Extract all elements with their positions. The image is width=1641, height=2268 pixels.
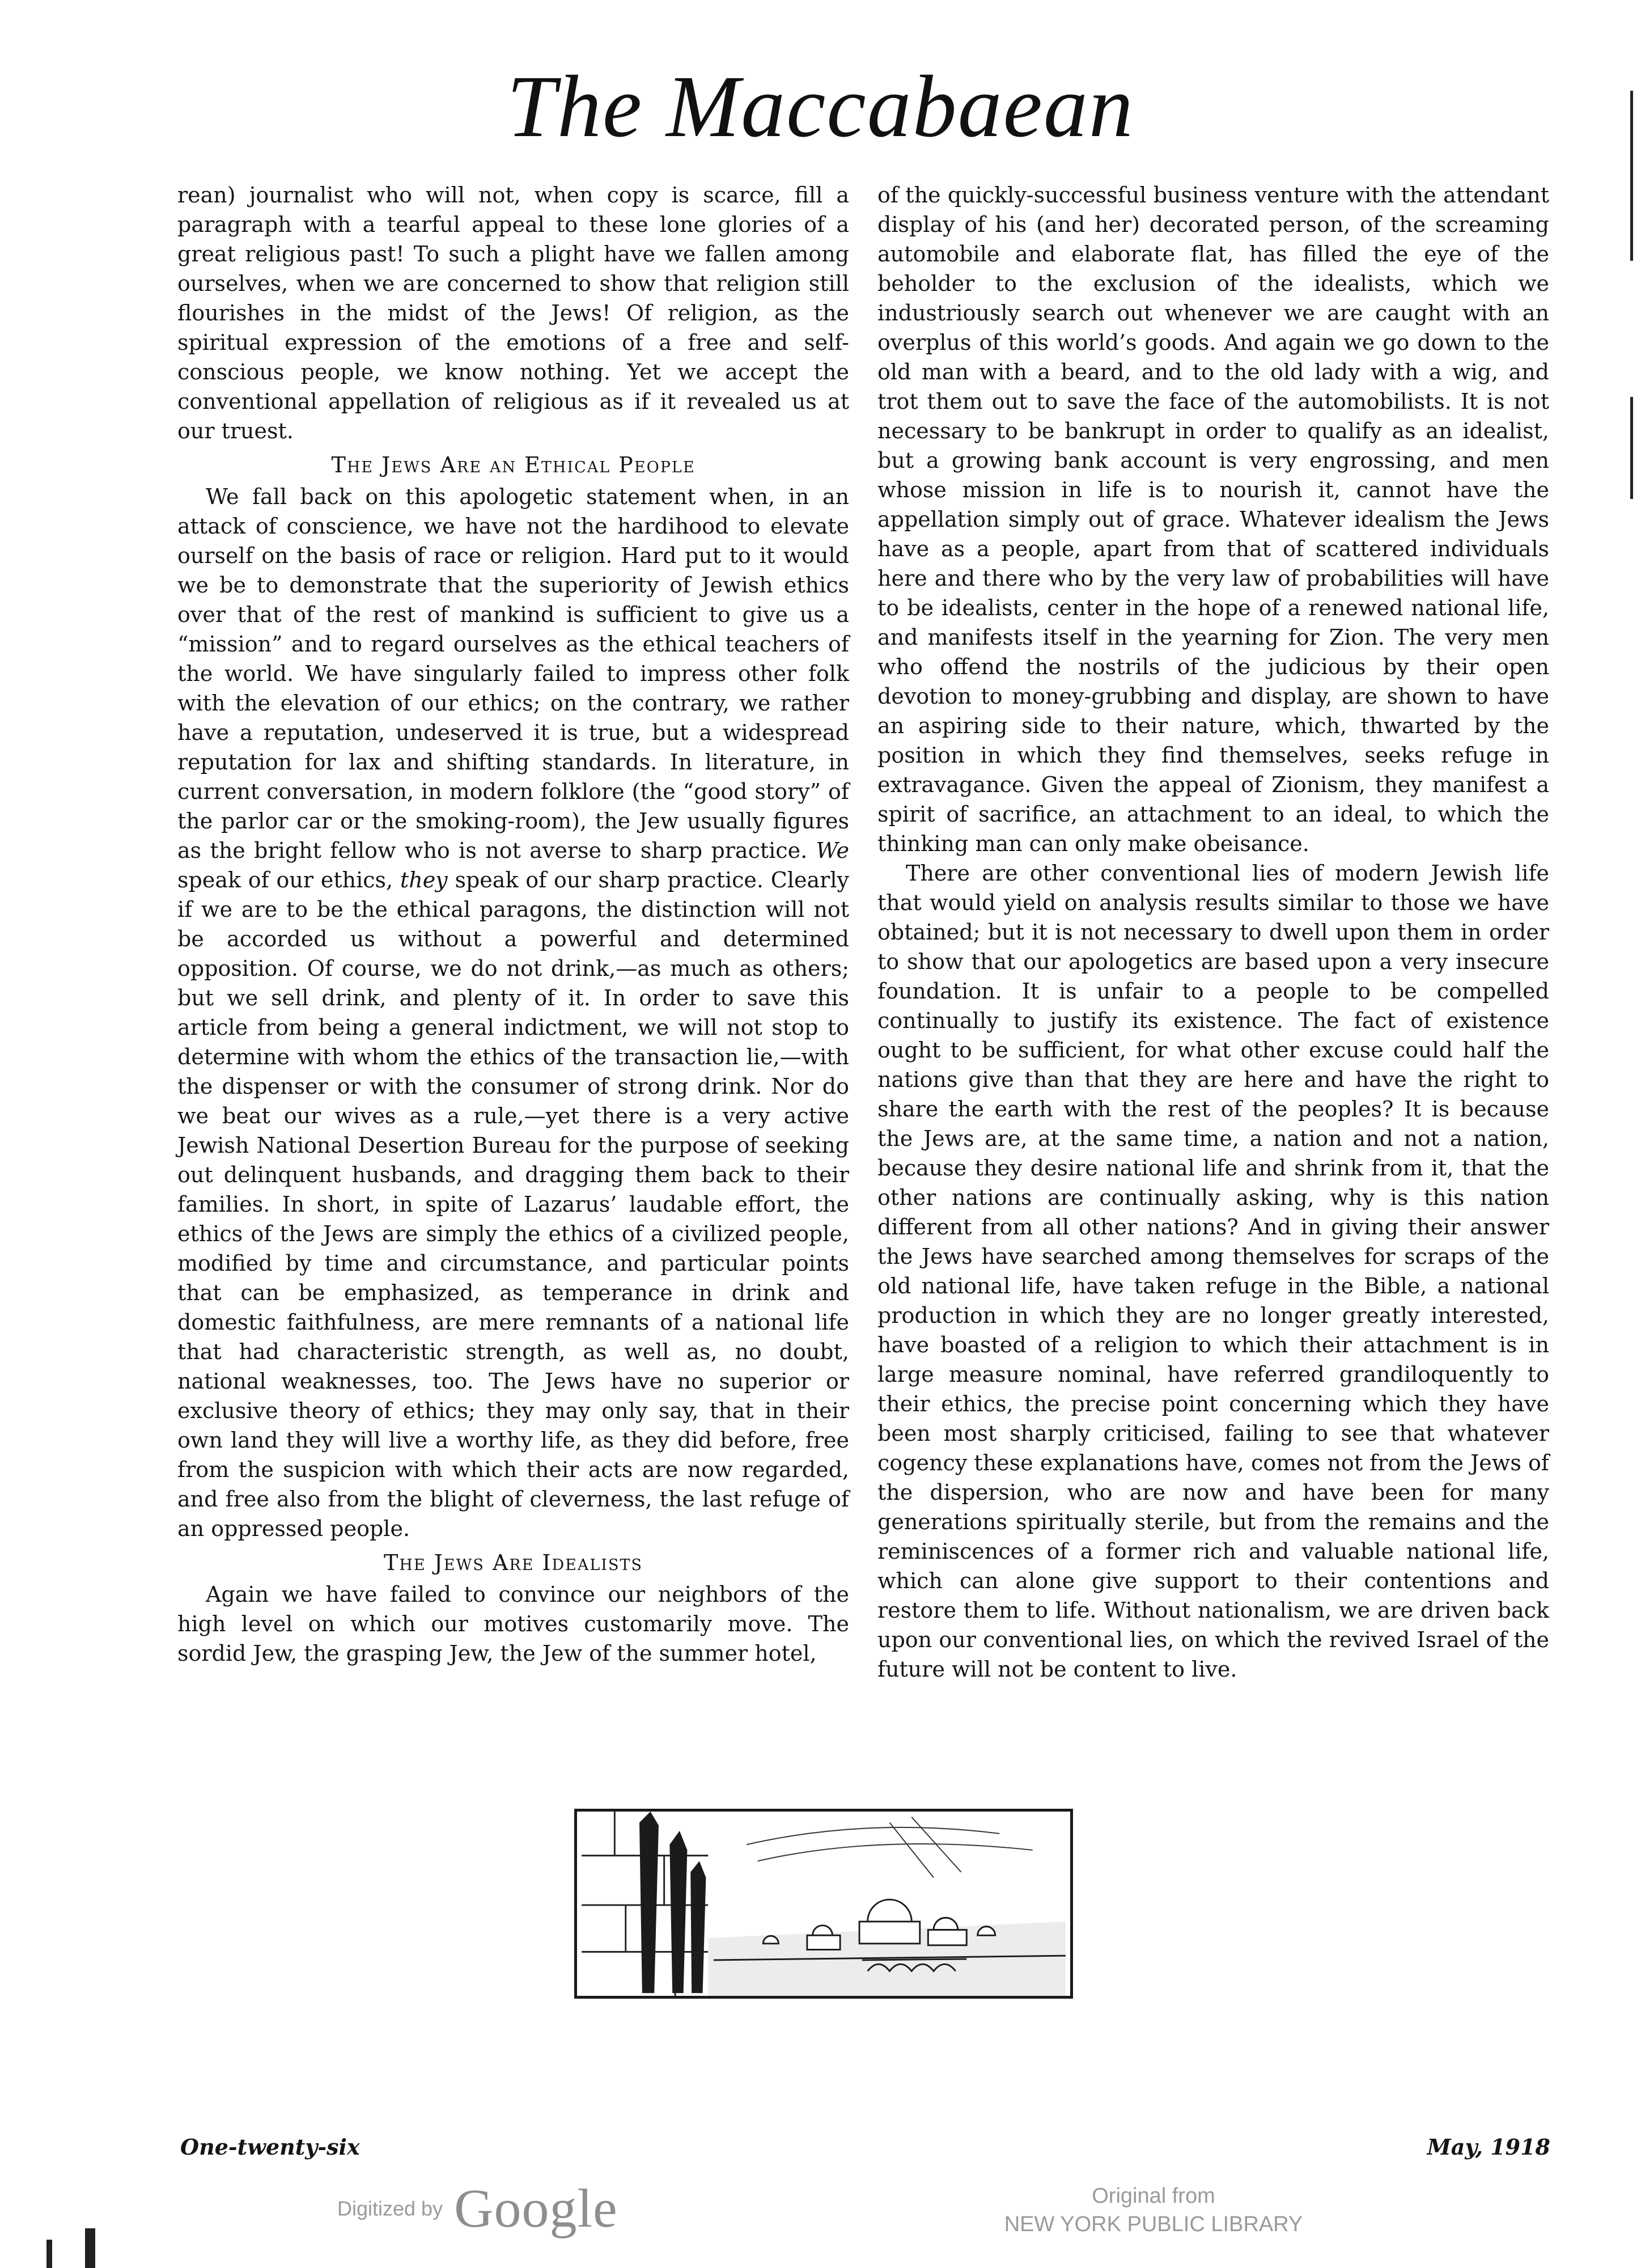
emphasis-they: they [400,868,448,892]
section-heading: The Jews Are an Ethical People [331,452,696,477]
original-from-text: Original from [1092,2184,1215,2208]
digitized-by-watermark [337,2176,618,2239]
jerusalem-vignette-illustration [574,1809,1073,1999]
paragraph: rean) journalist who will not, when copy is scarce, fill a paragraph with a tearful appeal to these lone glories of a great religious past! To such a plight have we fallen among ourselves, when we are concerned to show that religion still flourishes in the midst of the Jews! Of religion, as the spiritual expression of the emotions of a free and self-conscious people, we know nothing. Yet we accept the conventional appellation of religious as if it revealed us at our truest. [177,183,849,443]
paragraph: of the quickly-successful business venture with the attendant display of his (and her) decorated person, of the screaming automobile and elaborate flat, has filled the eye of the beholder to the exclusion of the idealists, which we industriously search out whenever we are caught with an overplus of this world’s goods. And again we go down to the old man with a beard, and to the old lady with a wig, and trot them out to save the face of the automobilists. It is not necessary to be bankrupt in order to qualify as an idealist, but a growing bank account is very engrossing, and men whose mission in life is to nourish it, cannot have the appellation simply out of grace. Whatever idealism the Jews have as a people, apart from that of scattered individuals here and there who by the very law of probabilities will have to be idealists, center in the hope of a renewed national life, and manifests itself in the yearning for Zion. The very men who offend the nostrils of the judicious by their open devotion to money-grubbing and display, are shown to have an aspiring side to their nature, which, thwarted by the position in which they find themselves, seeks refuge in extravagance. Given the appeal of Zionism, they manifest a spirit of sacrifice, an attachment to an ideal, to which the thinking man can only make obeisance. [877,183,1549,856]
scan-binding-mark [46,2240,52,2268]
masthead-title: The Maccabaean [507,57,1134,155]
paragraph: There are other conventional lies of modern Jewish life that would yield on analysis results similar to those we have obtained; but it is not necessary to dwell upon them in order to show that our apologetics are based upon a very insecure foundation. It is unfair to a people to be compelled continually to justify its existence. The fact of existence ought to be sufficient, for what other excuse could half the nations give than that they are here and have the right to share the earth with the rest of the peoples? It is because the Jews are, at the same time, a nation and not a nation, because they desire national life and shrink from it, that the other nations are continually asking, why is this nation different from all other nations? And in giving their answer the Jews have searched among themselves for scraps of the old national life, have taken refuge in the Bible, a national production in which they are no longer greatly interested, have boasted of a religion to which their attachment is in large measure nominal, have referred grandiloquently to their ethics, the precise point concerning which they have been most sharply criticised, failing to see that whatever cogency these explanations have, comes not from the Jews of the dispersion, who are now and have been for many generations spiritually sterile, but from the remains and the reminiscences of a former rich and valuable national life, which can alone give support to their contentions and restore them to life. Without nationalism, we are driven back upon our conventional lies, on which the revived Israel of the future will not be content to live. [877,861,1549,1682]
issue-date: May, 1918 [1427,2134,1550,2160]
section-heading: The Jews Are Idealists [384,1550,643,1575]
digitized-by-text: Digitized by [337,2197,443,2220]
scan-edge-mark [1630,91,1633,261]
text-run: We fall back on this apologetic statement when, in an attack of conscience, we have not the hardihood to elevate ourself on the basis of race or religion. Hard put to it would we be to demonstrate that the superiority of Jewish ethics over that of the rest of mankind is sufficient to give us a “mission” and to regard ourselves as the ethical teachers of the world. We have singularly failed to impress other folk with the elevation of our ethics; on the contrary, we rather have a reputation, undeserved it is true, but a widespread reputation for lax and shifting standards. In literature, in current conversation, in modern folklore (the “good story” of the parlor car or the smoking-room), the Jew usually figures as the bright fellow who is not averse to sharp practice. [177,484,849,863]
paragraph [177,482,849,1543]
text-run: speak of our sharp practice. Clearly if we are to be the ethical paragons, the distinction will not be accorded us without a powerful and determined opposition. Of course, we do not drink,—as much as others; but we sell drink, and plenty of it. In order to save this article from being a general indictment, we will not stop to determine with whom the ethics of the transaction lie,—with the dispenser or with the consumer of strong drink. Nor do we beat our wives as a rule,—yet there is a very active Jewish National Desertion Bureau for the purpose of seeking out delinquent husbands, and dragging them back to their families. In short, in spite of Lazarus’ laudable effort, the ethics of the Jews are simply the ethics of a civilized people, modified by time and circumstance, and particular points that can be emphasized, as temperance in drink and domestic faithfulness, are mere remnants of a national life that had characteristic strength, as well as, no doubt, national weaknesses, too. The Jews have no superior or exclusive theory of ethics; they may only say, that in their own land they will live a worthy life, as they did before, free from the suspicion with which their acts are now regarded, and free also from the blight of cleverness, the last refuge of an oppressed people. [177,868,849,1541]
scan-edge-mark [1630,397,1633,499]
scan-binding-mark [85,2228,95,2268]
page-number-label: One-twenty-six [180,2134,360,2160]
paragraph: Again we have failed to convince our neighbors of the high level on which our motives customarily move. The sordid Jew, the grasping Jew, the Jew of the summer hotel, [177,1582,849,1666]
library-attribution [983,2182,1324,2239]
article-column-left [177,180,849,1668]
library-name: NEW YORK PUBLIC LIBRARY [1004,2212,1303,2236]
google-logo: Google [454,2178,618,2239]
emphasis-we: We [816,838,849,863]
article-column-right [877,180,1549,1684]
text-run: speak of our ethics, [177,868,393,892]
